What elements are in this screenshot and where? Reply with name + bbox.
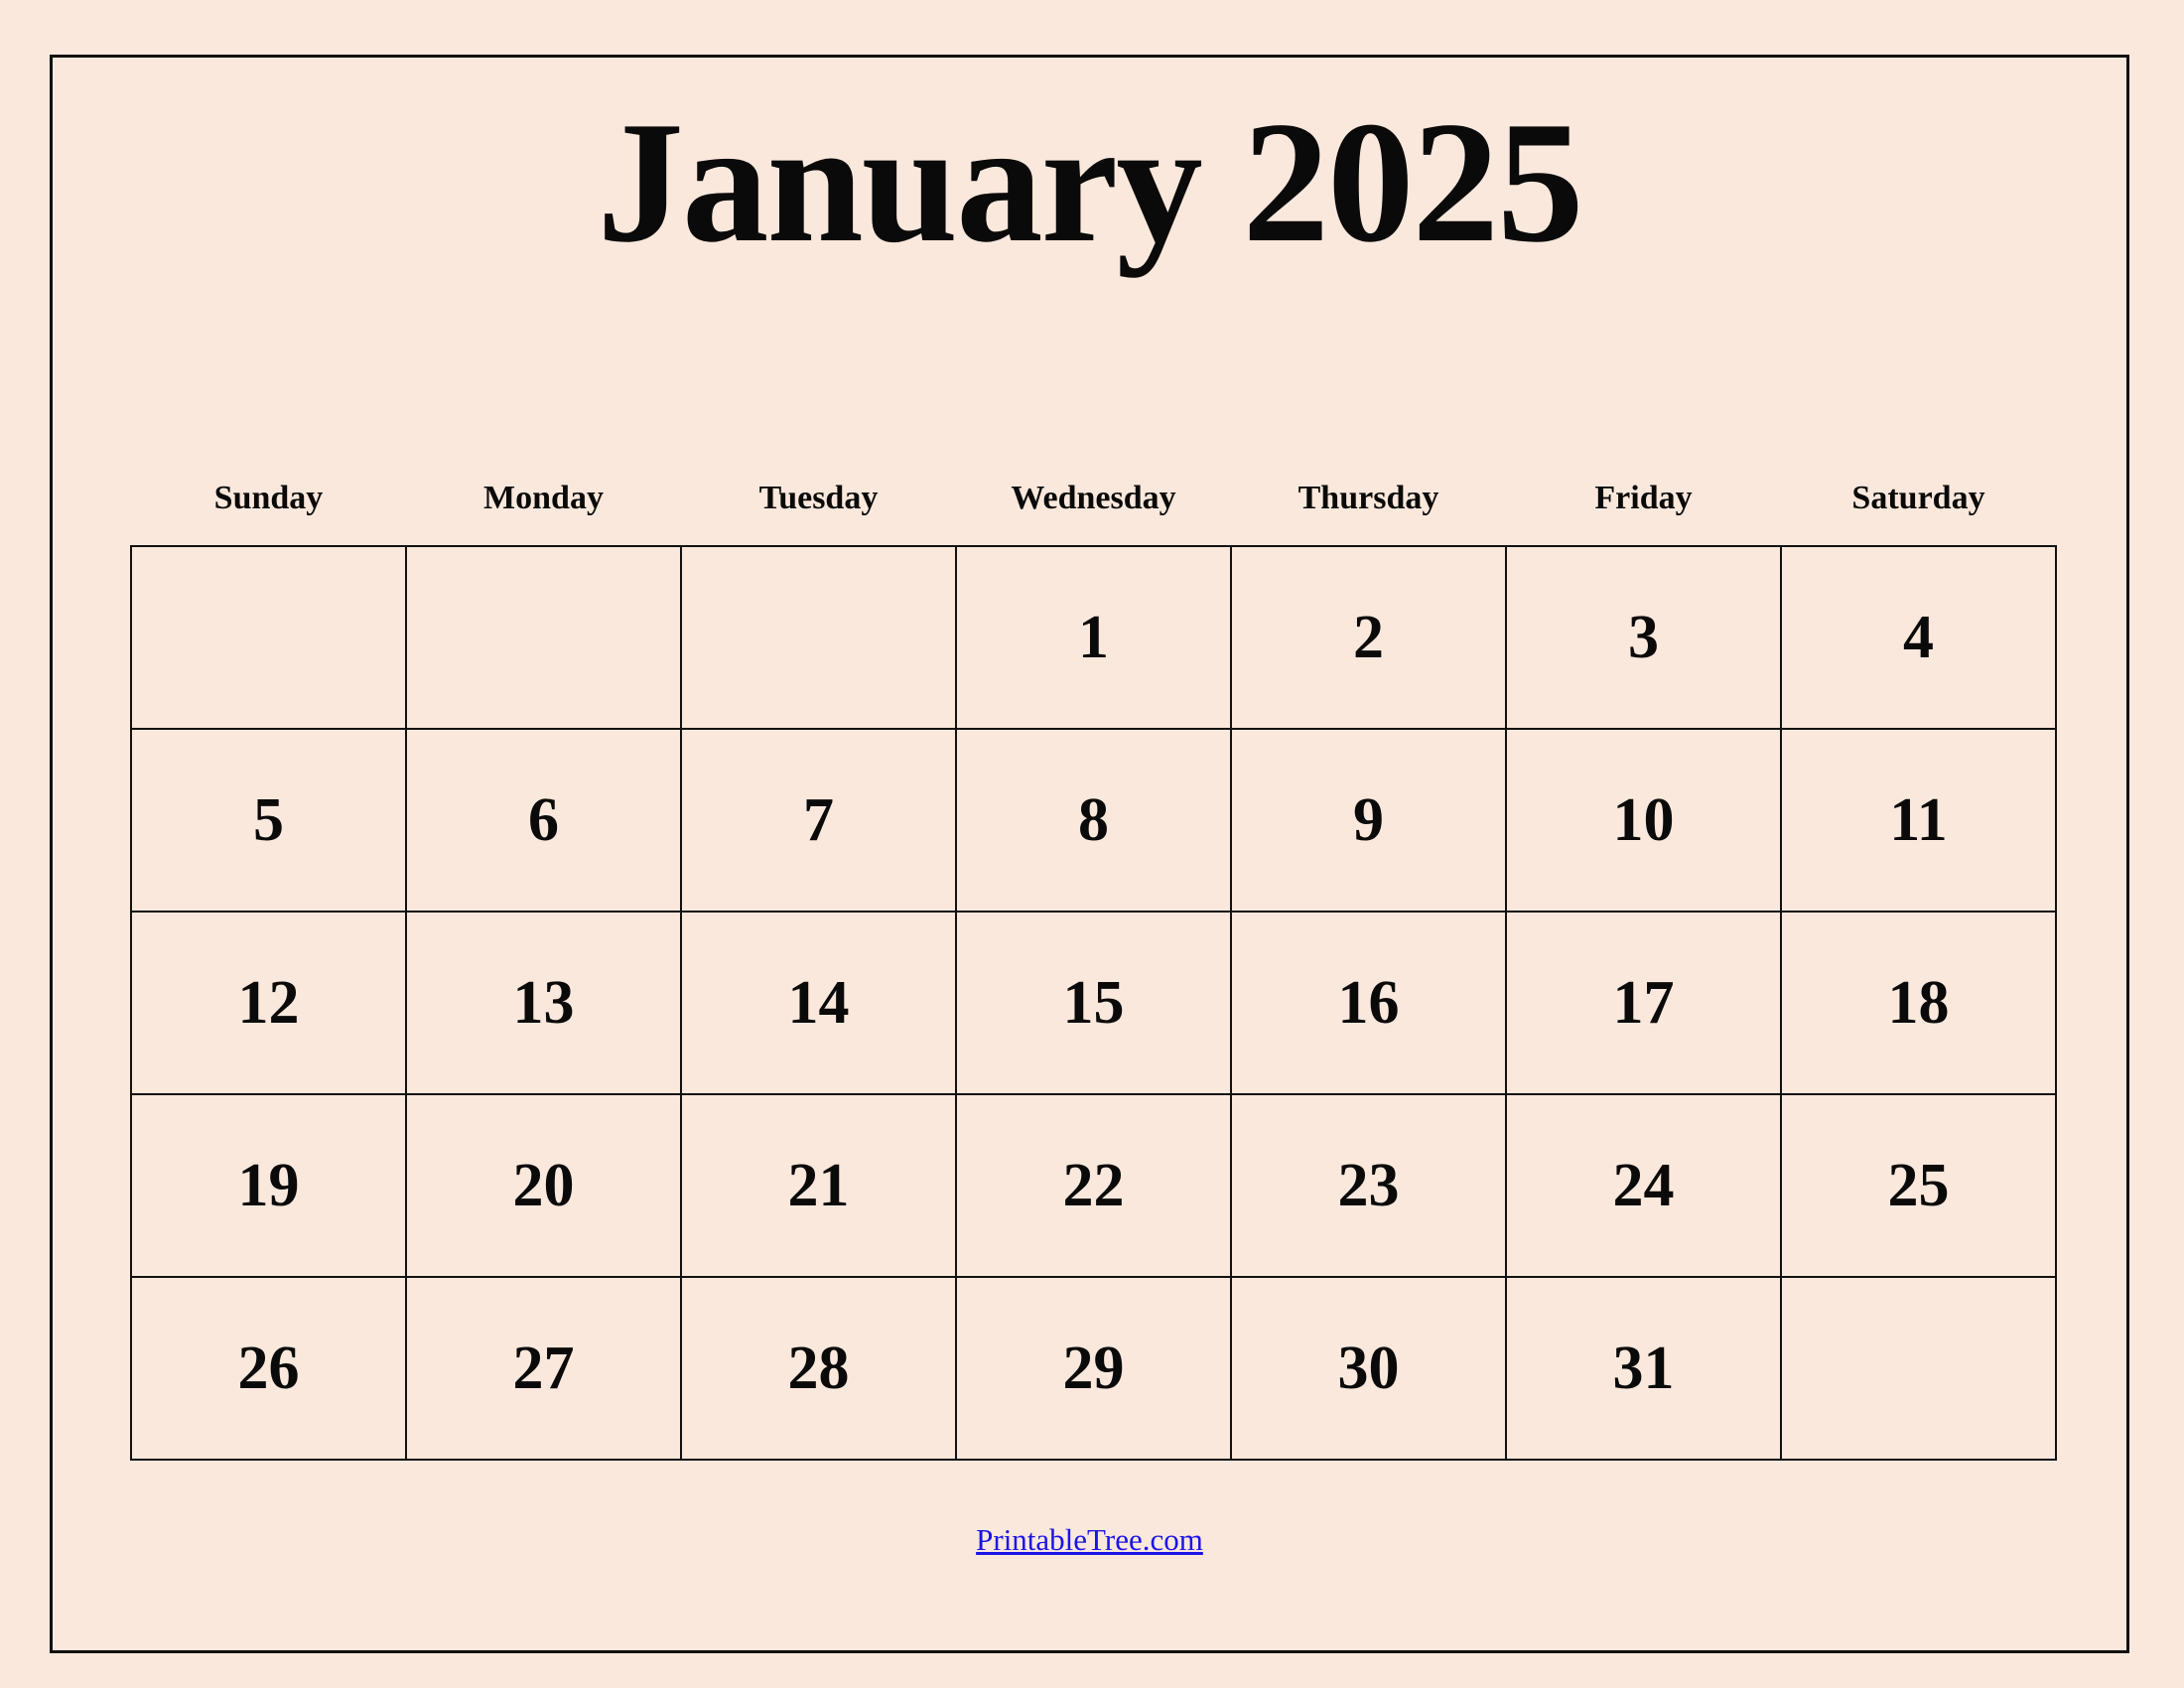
day-cell[interactable]: 11 — [1781, 729, 2056, 912]
day-cell[interactable]: 3 — [1506, 546, 1781, 729]
day-cell[interactable]: 5 — [131, 729, 406, 912]
day-cell-empty[interactable] — [406, 546, 681, 729]
calendar-header-row — [131, 480, 2056, 546]
calendar-week-row — [131, 546, 2056, 729]
calendar-week-row — [131, 1094, 2056, 1277]
day-cell[interactable]: 19 — [131, 1094, 406, 1277]
day-cell[interactable]: 15 — [956, 912, 1231, 1094]
calendar-table — [130, 480, 2057, 1461]
day-cell[interactable]: 31 — [1506, 1277, 1781, 1460]
day-cell-empty[interactable] — [681, 546, 956, 729]
weekday-header-tuesday: Tuesday — [758, 480, 879, 516]
calendar-week-row — [131, 729, 2056, 912]
day-cell[interactable]: 1 — [956, 546, 1231, 729]
day-cell[interactable]: 24 — [1506, 1094, 1781, 1277]
calendar-grid — [130, 480, 2056, 1461]
footer — [53, 1522, 2126, 1558]
day-cell[interactable]: 12 — [131, 912, 406, 1094]
day-cell[interactable]: 25 — [1781, 1094, 2056, 1277]
weekday-header-sunday: Sunday — [213, 480, 324, 516]
day-cell[interactable]: 28 — [681, 1277, 956, 1460]
weekday-header-saturday: Saturday — [1851, 480, 1985, 516]
day-cell[interactable]: 2 — [1231, 546, 1506, 729]
day-cell[interactable]: 26 — [131, 1277, 406, 1460]
day-cell[interactable]: 8 — [956, 729, 1231, 912]
weekday-header-monday: Monday — [483, 480, 604, 516]
day-cell[interactable]: 4 — [1781, 546, 2056, 729]
day-cell[interactable]: 23 — [1231, 1094, 1506, 1277]
weekday-header-thursday: Thursday — [1297, 480, 1439, 516]
day-cell[interactable]: 13 — [406, 912, 681, 1094]
day-cell[interactable]: 9 — [1231, 729, 1506, 912]
page-title: January 2025 — [597, 85, 1582, 278]
weekday-header-wednesday: Wednesday — [1011, 480, 1176, 516]
day-cell[interactable]: 18 — [1781, 912, 2056, 1094]
day-cell[interactable]: 22 — [956, 1094, 1231, 1277]
day-cell[interactable]: 6 — [406, 729, 681, 912]
calendar-week-row — [131, 1277, 2056, 1460]
day-cell[interactable]: 14 — [681, 912, 956, 1094]
day-cell[interactable]: 27 — [406, 1277, 681, 1460]
day-cell[interactable]: 20 — [406, 1094, 681, 1277]
day-cell[interactable]: 29 — [956, 1277, 1231, 1460]
printabletree-link[interactable]: PrintableTree.com — [976, 1522, 1203, 1557]
day-cell[interactable]: 10 — [1506, 729, 1781, 912]
calendar-body — [131, 546, 2056, 1460]
day-cell[interactable]: 30 — [1231, 1277, 1506, 1460]
calendar-week-row — [131, 912, 2056, 1094]
weekday-header-friday: Friday — [1594, 480, 1693, 516]
day-cell[interactable]: 21 — [681, 1094, 956, 1277]
calendar-page — [50, 55, 2129, 1653]
day-cell[interactable]: 16 — [1231, 912, 1506, 1094]
day-cell-empty[interactable] — [131, 546, 406, 729]
day-cell[interactable]: 17 — [1506, 912, 1781, 1094]
day-cell[interactable]: 7 — [681, 729, 956, 912]
day-cell-empty[interactable] — [1781, 1277, 2056, 1460]
